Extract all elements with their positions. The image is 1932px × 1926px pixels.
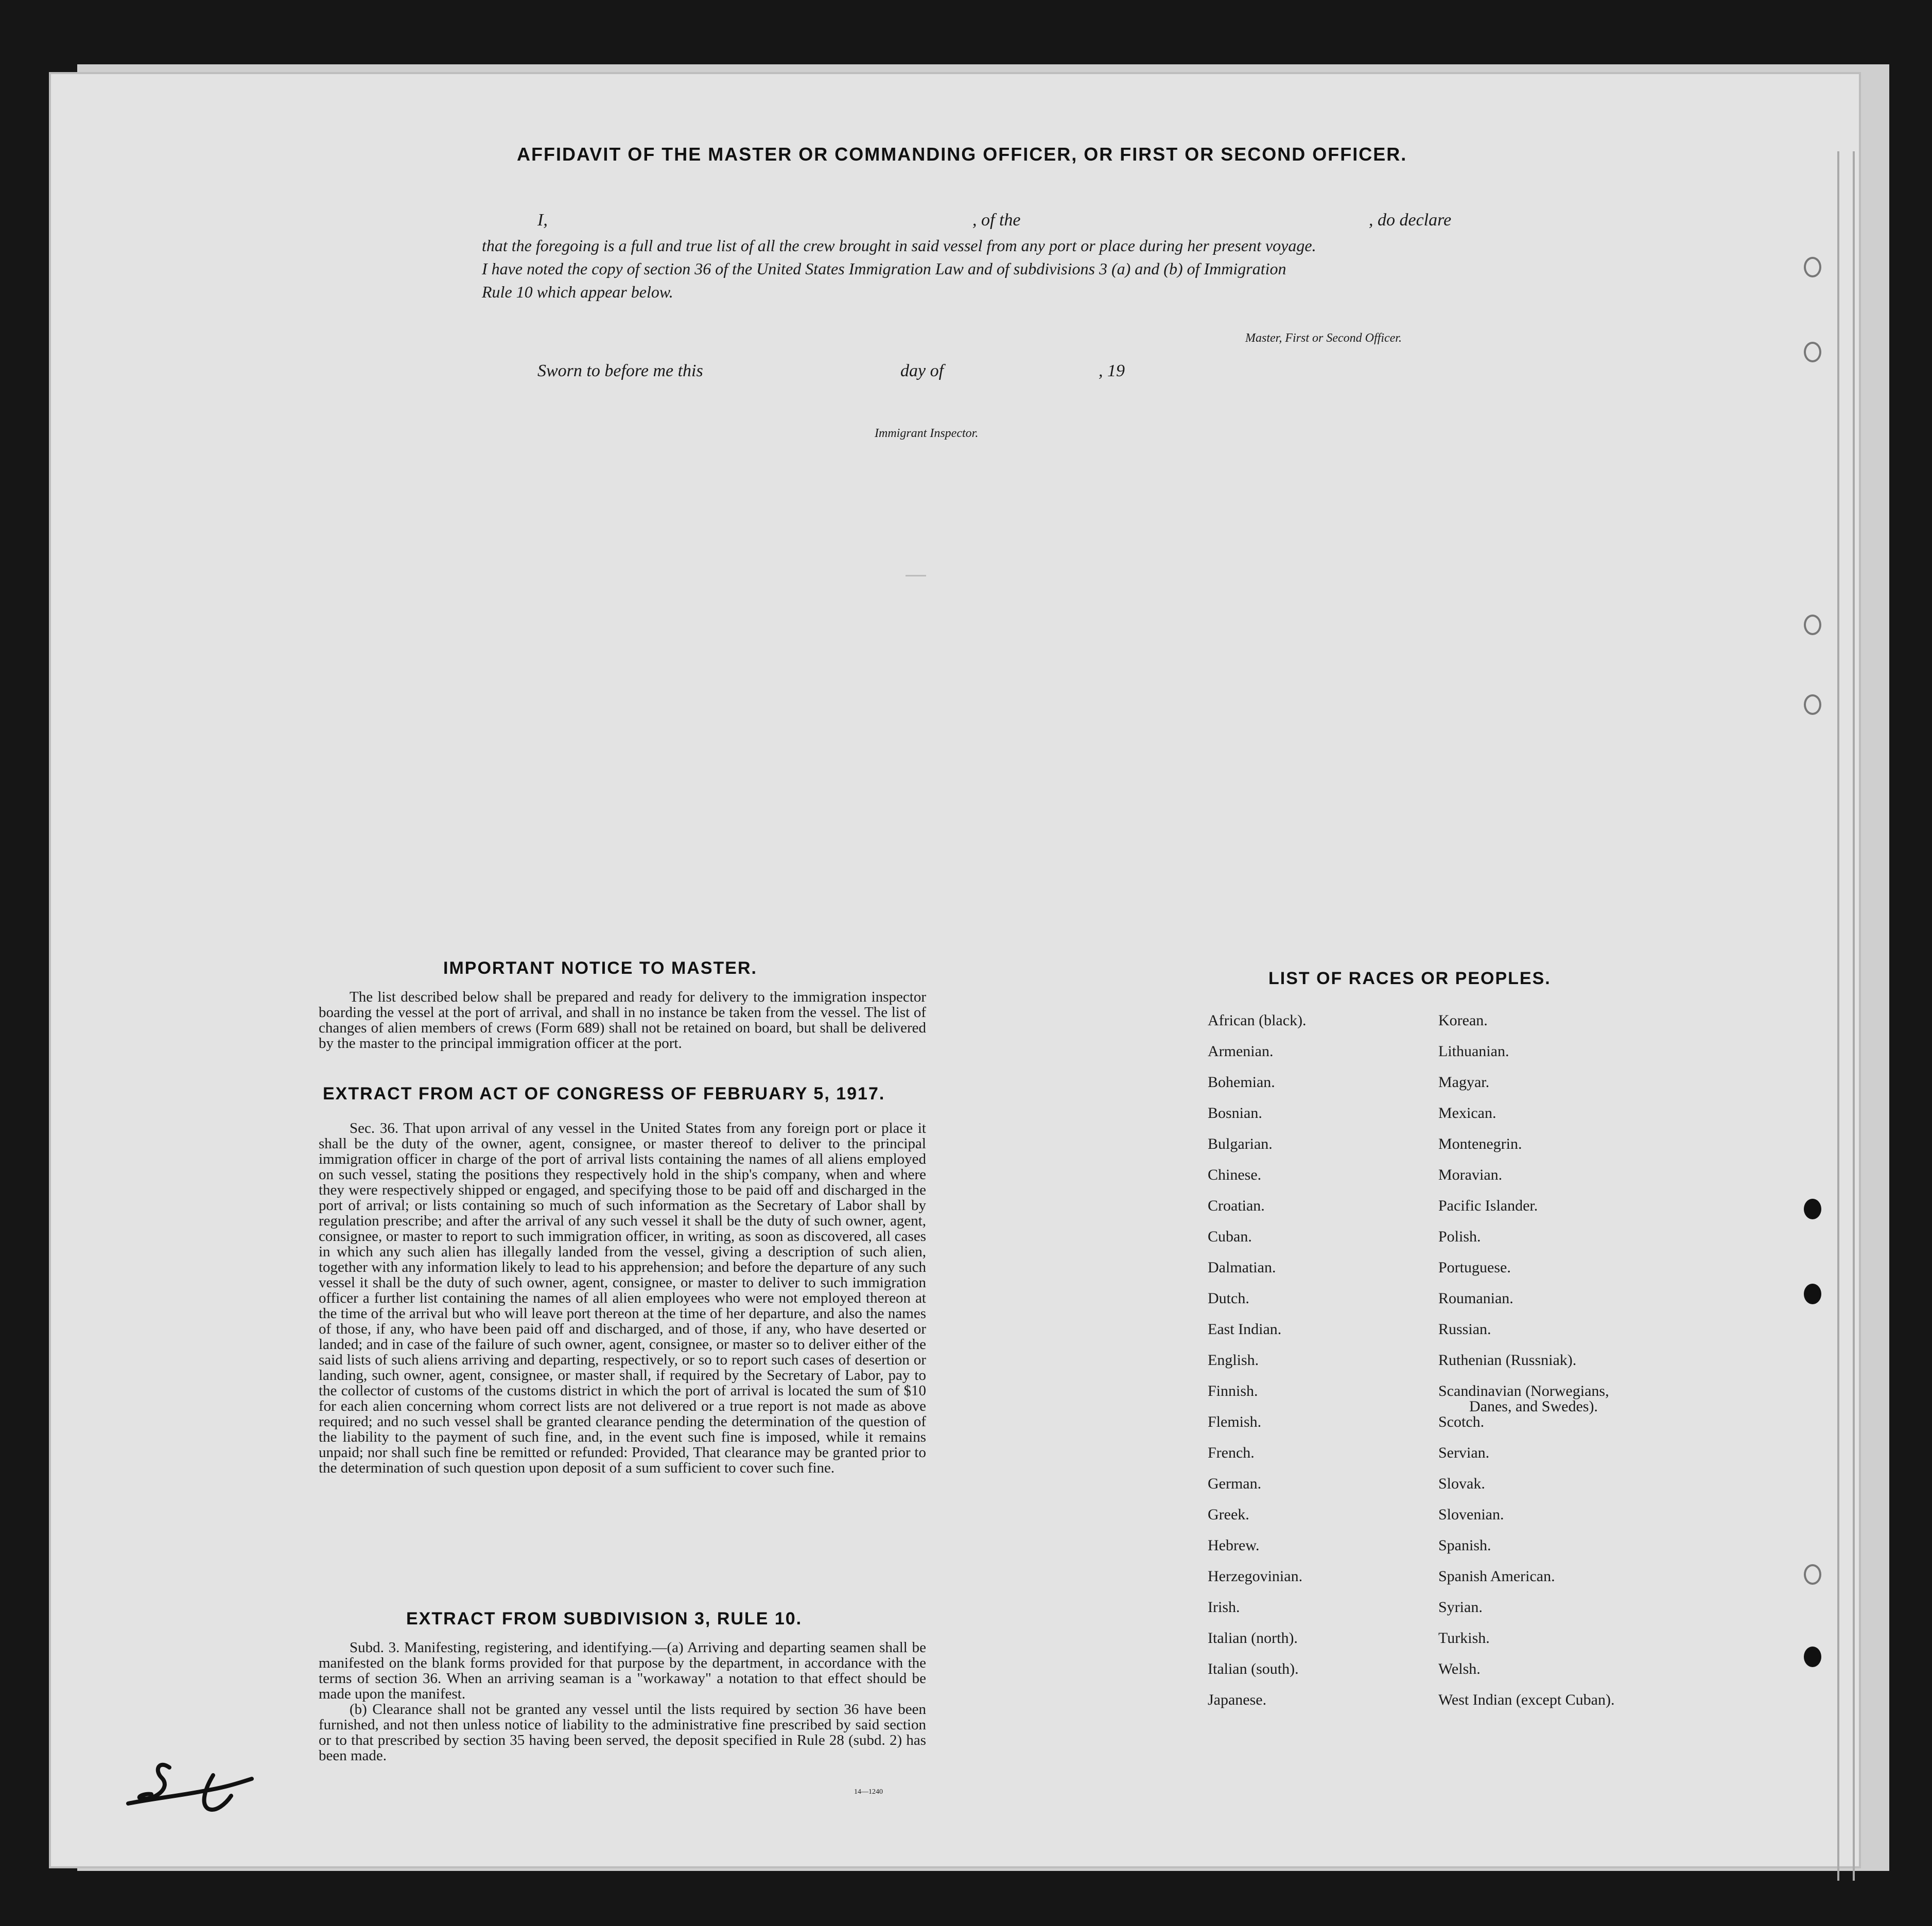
race-item: Italian (south). <box>1208 1660 1299 1677</box>
extract-rule-title: EXTRACT FROM SUBDIVISION 3, RULE 10. <box>406 1609 803 1629</box>
race-item: Bulgarian. <box>1208 1135 1273 1152</box>
race-item: Welsh. <box>1438 1660 1481 1677</box>
race-item: Montenegrin. <box>1438 1135 1522 1152</box>
day-of-label: day of <box>900 361 944 380</box>
notice-text <box>319 989 926 1051</box>
race-item: Spanish. <box>1438 1537 1491 1554</box>
inspector-caption: Immigrant Inspector. <box>875 427 979 440</box>
binder-hole <box>1804 615 1821 635</box>
race-item: Armenian. <box>1208 1043 1274 1060</box>
binder-hole <box>1804 694 1821 715</box>
race-item: Pacific Islander. <box>1438 1197 1538 1214</box>
race-item: East Indian. <box>1208 1321 1282 1338</box>
subdivision-b-paragraph: (b) Clearance shall not be granted any vessel until the lists required by section 36 have been furnished, and not then unless notice of liability to the administrative fine prescribed by said section or to that prescribed by section 35 having been served, the deposit specified in Rule 28 (subd. 2) has been made. <box>319 1701 926 1764</box>
master-signature-caption: Master, First or Second Officer. <box>1245 331 1402 345</box>
binder-hole <box>1804 1564 1821 1585</box>
race-item: Bohemian. <box>1208 1074 1275 1091</box>
affidavit-line-4: Rule 10 which appear below. <box>482 283 673 301</box>
race-item: Moravian. <box>1438 1166 1503 1183</box>
affidavit-of-the: , of the <box>972 211 1021 230</box>
race-item: Korean. <box>1438 1012 1488 1029</box>
race-item: Slovak. <box>1438 1475 1485 1492</box>
subdivision-a-paragraph: Subd. 3. Manifesting, registering, and identifying.—(a) Arriving and departing seamen shall be manifested on the blank forms provided for that purpose by the department, in accordance with the terms of section 36. When an arriving seaman is a "workaway" a notation to that effect should be made upon the manifest. <box>319 1639 926 1702</box>
races-column-2 <box>1438 1012 1614 1722</box>
section-36-paragraph: Sec. 36. That upon arrival of any vessel in the United States from any foreign port or place it shall be the duty of the owner, agent, consignee, or master thereof to deliver to the principal immigration officer in charge of the port of arrival lists containing the names of all aliens employed on such vessel, stating the positions they respectively hold in the ship's company, when and where they were respectively shipped or engaged, and specifying those to be paid off and discharged in the port of arrival; or lists containing so much of such information as the Secretary of Labor shall by regulation prescribe; and after the arrival of any such vessel it shall be the duty of such owner, agent, consignee, or master to report to such immigration officer, in writing, as soon as discovered, all cases in which any such alien has illegally landed from the vessel, giving a description of such alien, together with any information likely to lead to his apprehension; and before the departure of any such vessel it shall be the duty of such owner, agent, consignee, or master to deliver to such immigration officer a further list containing the names of all alien employees who were not employed thereon at the time of the arrival but who will leave port thereon at the time of her departure, and also the names of those, if any, who have been paid off and discharged, and of those, if any, who have deserted or landed; and in case of the failure of such owner, agent, consignee, or master so to deliver either of the said lists of such aliens arriving and departing, respectively, or so to report such cases of desertion or landing, such owner, agent, consignee, or master shall, if required by the Secretary of Labor, pay to the collector of customs of the customs district in which the port of arrival is located the sum of $10 for each alien concerning whom correct lists are not delivered or a true report is not made as above required; and no such vessel shall be granted clearance pending the determination of the question of the liability to the payment of such fine, and, in the event such fine is imposed, while it remains unpaid; nor shall such fine be remitted or refunded: Provided, That clearance may be granted prior to the determination of such question upon deposit of a sum sufficient to cover such fine. <box>319 1120 926 1476</box>
race-item: Dutch. <box>1208 1290 1249 1307</box>
race-item: Scandinavian (Norwegians, <box>1438 1382 1609 1399</box>
race-item: Polish. <box>1438 1228 1481 1245</box>
race-item: Japanese. <box>1208 1691 1267 1708</box>
race-item: Irish. <box>1208 1599 1240 1616</box>
binder-hole <box>1804 342 1821 362</box>
races-title: LIST OF RACES OR PEOPLES. <box>1268 969 1551 988</box>
form-page <box>49 72 1861 1868</box>
race-item: Ruthenian (Russniak). <box>1438 1352 1577 1369</box>
handwritten-mark <box>123 1747 277 1819</box>
race-item: Mexican. <box>1438 1105 1496 1122</box>
form-number: 14—1240 <box>854 1788 883 1796</box>
race-item: Flemish. <box>1208 1413 1262 1430</box>
affidavit-line-2: that the foregoing is a full and true list of all the crew brought in said vessel from any port or place during her present voyage. <box>482 236 1316 255</box>
extract-act-title: EXTRACT FROM ACT OF CONGRESS OF FEBRUARY 5, 1917. <box>323 1084 885 1104</box>
race-item: Roumanian. <box>1438 1290 1513 1307</box>
race-item: African (black). <box>1208 1012 1307 1029</box>
race-item: Scotch. <box>1438 1413 1485 1430</box>
race-item: Magyar. <box>1438 1074 1490 1091</box>
race-item: Russian. <box>1438 1321 1491 1338</box>
affidavit-do-declare: , do declare <box>1369 211 1452 230</box>
race-item: Spanish American. <box>1438 1568 1555 1585</box>
race-item: Lithuanian. <box>1438 1043 1509 1060</box>
race-item: West Indian (except Cuban). <box>1438 1691 1615 1708</box>
race-item: Turkish. <box>1438 1630 1490 1647</box>
race-item: Slovenian. <box>1438 1506 1504 1523</box>
race-item: Syrian. <box>1438 1599 1483 1616</box>
stray-mark <box>906 575 926 576</box>
race-item: Portuguese. <box>1438 1259 1511 1276</box>
race-item: Herzegovinian. <box>1208 1568 1303 1585</box>
affidavit-i-label: I, <box>537 211 548 230</box>
race-item: Servian. <box>1438 1444 1490 1461</box>
affidavit-line-3: I have noted the copy of section 36 of the United States Immigration Law and of subdivisions 3 (a) and (b) of Immigration <box>482 259 1286 278</box>
page-edge <box>1853 151 1855 1881</box>
races-column-1 <box>1208 1012 1307 1722</box>
binder-hole <box>1804 1284 1821 1304</box>
extract-rule-text <box>319 1640 926 1763</box>
race-item: Greek. <box>1208 1506 1249 1523</box>
binder-hole <box>1804 257 1821 277</box>
sworn-label: Sworn to before me this <box>537 361 703 380</box>
race-item: Hebrew. <box>1208 1537 1260 1554</box>
race-item: German. <box>1208 1475 1262 1492</box>
race-item: English. <box>1208 1352 1259 1369</box>
extract-act-text <box>319 1120 926 1476</box>
race-item: Finnish. <box>1208 1382 1258 1399</box>
race-item: Dalmatian. <box>1208 1259 1276 1276</box>
race-item: Danes, and Swedes). <box>1469 1398 1598 1415</box>
binder-hole <box>1804 1647 1821 1667</box>
notice-paragraph: The list described below shall be prepared and ready for delivery to the immigration inspector boarding the vessel at the port of arrival, and shall in no instance be taken from the vessel. The list of changes of alien members of crews (Form 689) shall not be retained on board, but shall be delivered by the master to the principal immigration officer at the port. <box>319 989 926 1052</box>
page-edge <box>1837 151 1839 1881</box>
race-item: Cuban. <box>1208 1228 1252 1245</box>
race-item: Italian (north). <box>1208 1630 1298 1647</box>
race-item: Bosnian. <box>1208 1105 1262 1122</box>
binder-hole <box>1804 1199 1821 1219</box>
race-item: Croatian. <box>1208 1197 1265 1214</box>
race-item: French. <box>1208 1444 1255 1461</box>
affidavit-title: AFFIDAVIT OF THE MASTER OR COMMANDING OFFICER, OR FIRST OR SECOND OFFICER. <box>517 144 1407 165</box>
notice-title: IMPORTANT NOTICE TO MASTER. <box>443 958 757 978</box>
race-item: Chinese. <box>1208 1166 1262 1183</box>
year-label: , 19 <box>1099 361 1125 380</box>
